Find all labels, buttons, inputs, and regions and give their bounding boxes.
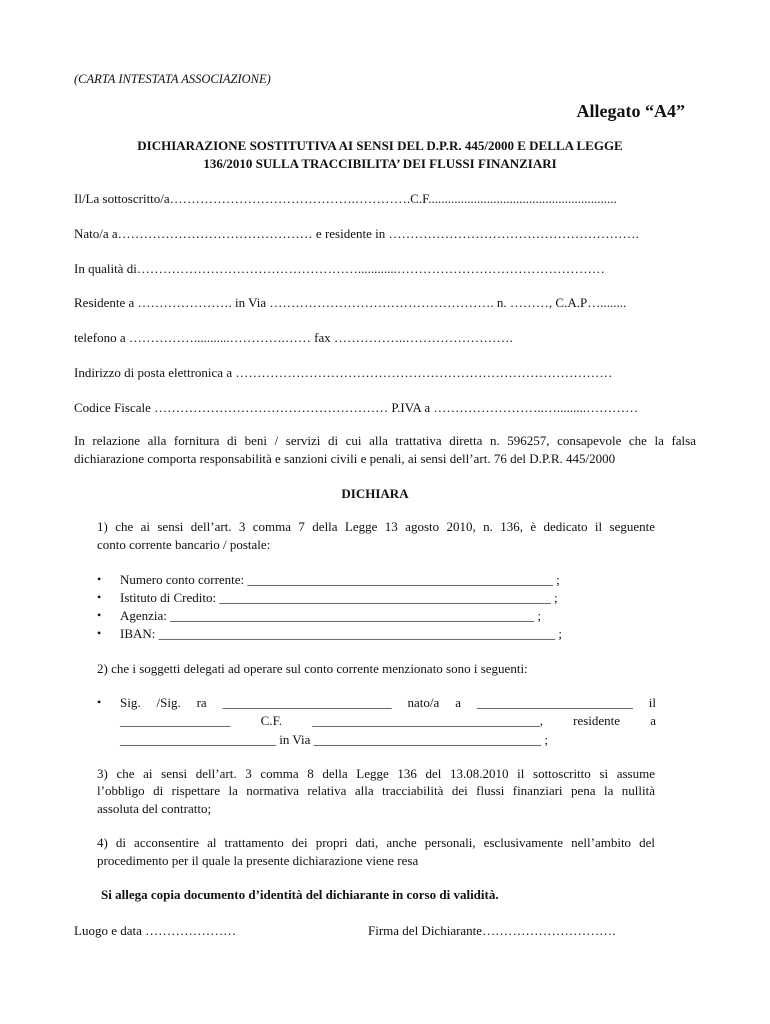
agency-field: Agenzia: ________________________________________________________ ; bbox=[120, 608, 542, 623]
field-codice-fiscale-piva: Codice Fiscale ……………………………………………… P.IVA a ……………………..….........………… bbox=[74, 400, 639, 415]
field-sottoscritto: Il/La sottoscritto/a…………………………………….………….C.F.......................................................... bbox=[74, 191, 617, 206]
point-1-line-1: 1) che ai sensi dell’art. 3 comma 7 della Legge 13 agosto 2010, n. 136, è dedicato il seguente bbox=[97, 519, 655, 534]
point-4-line-2: procedimento per il quale la presente dichiarazione viene resa bbox=[97, 853, 419, 868]
attachment-label: Allegato “A4” bbox=[576, 101, 685, 121]
document-title-line-2: 136/2010 SULLA TRACCIBILITA’ DEI FLUSSI FINANZIARI bbox=[203, 156, 557, 171]
field-residente-via: Residente a …………………. in Via ……………………………………………. n. ………, C.A.P…........ bbox=[74, 295, 627, 310]
point-4-line-1: 4) di acconsentire al trattamento dei propri dati, anche personali, esclusivamente nell’ambito del bbox=[97, 835, 655, 850]
bullet-icon: • bbox=[97, 626, 102, 640]
point-3-line-3: assoluta del contratto; bbox=[97, 801, 212, 816]
delegate-line-3: ________________________ in Via ___________________________________ ; bbox=[120, 732, 548, 747]
account-number-field: Numero conto corrente: _______________________________________________ ; bbox=[120, 572, 560, 587]
field-telefono-fax: telefono a ……………...........………….…… fax ……………..……………………. bbox=[74, 330, 513, 345]
iban-field: IBAN: _____________________________________________________________ ; bbox=[120, 626, 562, 641]
bullet-icon: • bbox=[97, 572, 102, 586]
bullet-icon: • bbox=[97, 590, 102, 604]
bullet-icon: • bbox=[97, 608, 102, 622]
signature-field: Firma del Dichiarante…………………………. bbox=[368, 923, 616, 938]
bank-field: Istituto di Credito: ___________________________________________________ ; bbox=[120, 590, 558, 605]
point-3-line-1: 3) che ai sensi dell’art. 3 comma 8 della Legge 136 del 13.08.2010 il sottoscritto si assume bbox=[97, 766, 655, 781]
point-3-line-2: l’obbligo di rispettare la normativa relativa alla tracciabilità dei flussi finanziari pena la nullità bbox=[97, 783, 655, 798]
place-date-field: Luogo e data ………………… bbox=[74, 923, 237, 938]
field-qualita: In qualità di……………………………………………............………………………………………… bbox=[74, 261, 605, 276]
point-1-line-2: conto corrente bancario / postale: bbox=[97, 537, 271, 552]
point-2: 2) che i soggetti delegati ad operare sul conto corrente menzionato sono i seguenti: bbox=[97, 661, 528, 676]
attachment-note: Si allega copia documento d’identità del dichiarante in corso di validità. bbox=[101, 887, 499, 902]
field-nato-residente: Nato/a a……………………………………… e residente in …………………………………………………. bbox=[74, 226, 639, 241]
delegate-line-2: _________________ C.F. ___________________________________, residente a bbox=[120, 713, 656, 728]
dichiara-heading: DICHIARA bbox=[341, 486, 409, 501]
document-title-line-1: DICHIARAZIONE SOSTITUTIVA AI SENSI DEL D.P.R. 445/2000 E DELLA LEGGE bbox=[137, 138, 623, 153]
bullet-icon: • bbox=[97, 695, 102, 709]
header-note: (CARTA INTESTATA ASSOCIAZIONE) bbox=[74, 72, 271, 86]
delegate-line-1: Sig. /Sig. ra __________________________ nato/a a ________________________ il bbox=[120, 695, 656, 710]
intro-paragraph-line-2: dichiarazione comporta responsabilità e sanzioni civili e penali, ai sensi dell’art. 76 del D.P.R. 445/2000 bbox=[74, 451, 616, 466]
field-email: Indirizzo di posta elettronica a …………………………………………………………………………… bbox=[74, 365, 613, 380]
intro-paragraph-line-1: In relazione alla fornitura di beni / servizi di cui alla trattativa diretta n. 596257, consapevole che la falsa bbox=[74, 433, 696, 448]
